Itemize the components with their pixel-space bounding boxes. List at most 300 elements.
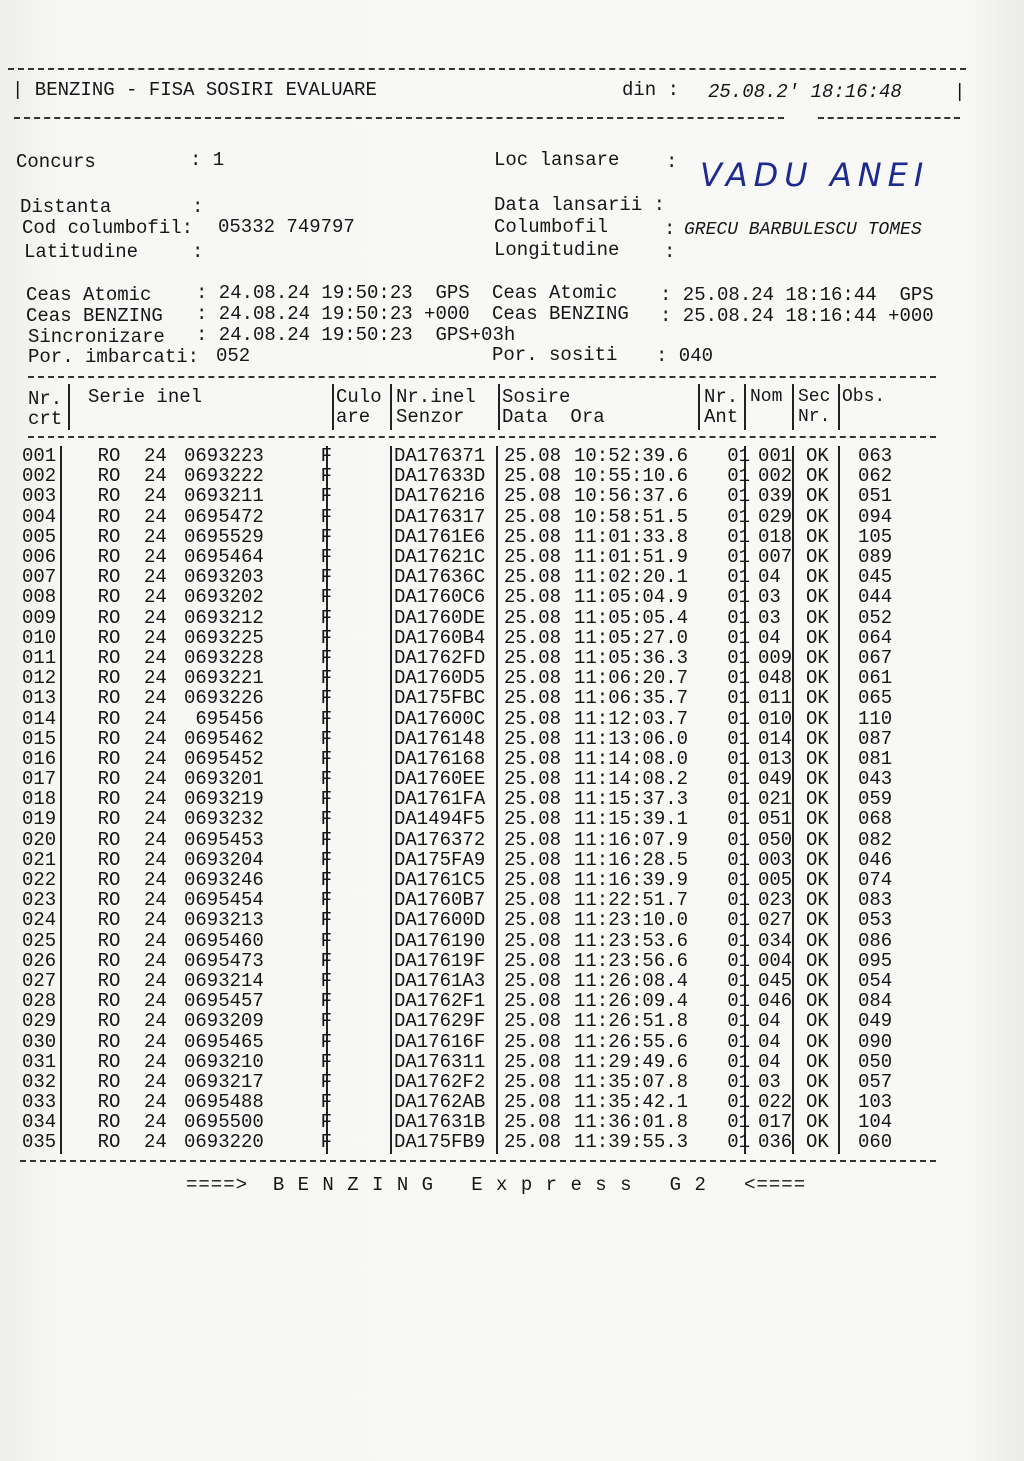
cell-year: 24 [144, 1050, 167, 1073]
cell-obs: 049 [858, 1010, 893, 1033]
cell-nr-crt: 033 [22, 1091, 57, 1114]
cell-sex: F [320, 909, 332, 932]
cell-year: 24 [144, 646, 167, 669]
cell-arrival-time: 11:05:05.4 [574, 606, 689, 629]
cell-year: 24 [144, 1010, 167, 1033]
cell-sex: F [320, 1010, 332, 1033]
cell-color [336, 1052, 390, 1072]
col-sep [698, 384, 700, 430]
cell-year: 24 [144, 586, 167, 609]
cell-security: OK [806, 667, 829, 690]
longitudine-label: Longitudine [494, 239, 620, 261]
cell-nom: 021 [758, 788, 793, 811]
cell-security: OK [806, 546, 829, 569]
cell-sex: F [320, 1091, 332, 1114]
cell-arrival-time: 11:16:07.9 [574, 828, 689, 851]
cell-country: RO [97, 707, 121, 730]
cell-antenna: 01 [727, 848, 750, 871]
cell-ring-number: 0695488 [184, 1091, 264, 1114]
cell-country: RO [97, 1030, 121, 1053]
cell-country: RO [97, 1050, 121, 1073]
cell-nr-crt: 002 [22, 465, 57, 488]
cell-obs: 081 [858, 747, 893, 770]
cell-arrival-time: 10:58:51.5 [574, 505, 689, 528]
cell-ring-number: 0693225 [184, 626, 264, 649]
table-row [22, 729, 918, 749]
col-sep [68, 384, 70, 430]
cell-chip-id: DA1762FD [394, 646, 486, 669]
cell-year: 24 [144, 1030, 167, 1053]
cell-arrival-date: 25.08 [504, 889, 562, 912]
cell-sex: F [320, 949, 332, 972]
cell-obs: 074 [858, 869, 893, 892]
cell-nr-crt: 025 [22, 929, 57, 952]
cell-arrival-date: 25.08 [504, 969, 562, 992]
cell-obs: 061 [858, 667, 893, 690]
cell-nr-crt: 018 [22, 788, 57, 811]
cell-chip-id: DA175FA9 [394, 848, 486, 871]
cell-country: RO [97, 646, 121, 669]
cell-security: OK [806, 969, 829, 992]
cell-year: 24 [144, 869, 167, 892]
cell-chip-id: DA17600C [394, 707, 486, 730]
cell-year: 24 [144, 990, 167, 1013]
cell-ring-number: 0693246 [184, 869, 264, 892]
por-imbarcati-value: 052 [216, 345, 251, 367]
cell-arrival-date: 25.08 [504, 1030, 562, 1053]
cell-security: OK [806, 808, 829, 831]
col-nr-line1: Nr. [28, 388, 63, 410]
cell-nom: 023 [758, 889, 793, 912]
cell-nr-crt: 035 [22, 1131, 57, 1154]
cell-sex: F [320, 1131, 332, 1154]
ceas-atomic-label: Ceas Atomic [26, 284, 152, 306]
cell-arrival-time: 10:55:10.6 [574, 465, 689, 488]
cell-obs: 083 [858, 889, 893, 912]
cell-antenna: 01 [727, 768, 750, 791]
cell-arrival-time: 10:52:39.6 [574, 445, 689, 468]
col-sec-line2: Nr. [798, 407, 831, 427]
cell-sex: F [320, 626, 332, 649]
column-header-bottom-rule [28, 436, 936, 438]
cell-country: RO [97, 525, 121, 548]
cell-antenna: 01 [727, 909, 750, 932]
cell-color [336, 648, 390, 668]
cell-color [336, 971, 390, 991]
cell-color [336, 729, 390, 749]
cell-obs: 054 [858, 969, 893, 992]
cell-antenna: 01 [727, 687, 750, 710]
sincronizare-value: : 24.08.24 19:50:23 GPS+03h [196, 324, 516, 346]
cell-arrival-time: 11:16:28.5 [574, 848, 689, 871]
cell-chip-id: DA176371 [394, 445, 486, 468]
cell-arrival-date: 25.08 [504, 1131, 562, 1154]
cell-color [336, 466, 390, 486]
cell-color [336, 608, 390, 628]
cell-nr-crt: 011 [22, 646, 57, 669]
cell-sex: F [320, 828, 332, 851]
cell-nr-crt: 028 [22, 990, 57, 1013]
cell-ring-number: 0693221 [184, 667, 264, 690]
cell-security: OK [806, 1111, 829, 1134]
table-row [22, 567, 918, 587]
cell-nr-crt: 019 [22, 808, 57, 831]
cell-antenna: 01 [727, 1091, 750, 1114]
cell-obs: 095 [858, 949, 893, 972]
cell-nr-crt: 021 [22, 848, 57, 871]
cell-arrival-time: 11:23:10.0 [574, 909, 689, 932]
cell-arrival-date: 25.08 [504, 808, 562, 831]
cell-nr-crt: 030 [22, 1030, 57, 1053]
cell-chip-id: DA175FBC [394, 687, 486, 710]
cell-year: 24 [144, 1131, 167, 1154]
cell-nom: 034 [758, 929, 793, 952]
cell-arrival-time: 11:23:56.6 [574, 949, 689, 972]
cell-arrival-date: 25.08 [504, 606, 562, 629]
cell-arrival-time: 11:12:03.7 [574, 707, 689, 730]
cell-color [336, 1072, 390, 1092]
table-row [22, 486, 918, 506]
cell-antenna: 01 [727, 465, 750, 488]
cell-arrival-time: 11:23:53.6 [574, 929, 689, 952]
cell-arrival-time: 11:01:51.9 [574, 546, 689, 569]
cell-sex: F [320, 727, 332, 750]
cell-chip-id: DA176168 [394, 747, 486, 770]
arrivals-table-body [22, 446, 918, 1153]
cell-arrival-date: 25.08 [504, 445, 562, 468]
cell-sex: F [320, 768, 332, 791]
cell-year: 24 [144, 465, 167, 488]
cell-country: RO [97, 485, 121, 508]
cell-arrival-date: 25.08 [504, 566, 562, 589]
cell-chip-id: DA176216 [394, 485, 486, 508]
ceas-benzing-value: : 24.08.24 19:50:23 +000 [196, 303, 470, 325]
cell-ring-number: 0693213 [184, 909, 264, 932]
cell-antenna: 01 [727, 747, 750, 770]
cell-color [336, 809, 390, 829]
cell-security: OK [806, 646, 829, 669]
cell-nr-crt: 026 [22, 949, 57, 972]
col-culoare-line2: are [336, 406, 371, 428]
cell-color [336, 708, 390, 728]
cell-obs: 044 [858, 586, 893, 609]
cell-country: RO [97, 566, 121, 589]
cell-antenna: 01 [727, 1070, 750, 1093]
cell-antenna: 01 [727, 1111, 750, 1134]
cell-antenna: 01 [727, 990, 750, 1013]
cell-sex: F [320, 687, 332, 710]
cell-chip-id: DA175FB9 [394, 1131, 486, 1154]
cell-ring-number: 0693214 [184, 969, 264, 992]
table-row [22, 1052, 918, 1072]
cell-chip-id: DA17636C [394, 566, 486, 589]
cell-chip-id: DA176311 [394, 1050, 486, 1073]
table-row [22, 1011, 918, 1031]
cell-chip-id: DA17629F [394, 1010, 486, 1033]
cell-nr-crt: 027 [22, 969, 57, 992]
cell-nom: 009 [758, 646, 793, 669]
concurs-value: : 1 [190, 149, 225, 171]
cell-security: OK [806, 485, 829, 508]
cell-nom: 045 [758, 969, 793, 992]
longitudine-sep: : [664, 241, 676, 263]
cell-nom: 04 [758, 1030, 781, 1053]
cell-chip-id: DA176148 [394, 727, 486, 750]
cell-security: OK [806, 747, 829, 770]
cell-arrival-date: 25.08 [504, 687, 562, 710]
cell-ring-number: 0695454 [184, 889, 264, 912]
cell-nom: 001 [758, 445, 793, 468]
cell-sex: F [320, 606, 332, 629]
cell-security: OK [806, 525, 829, 548]
cell-color [336, 931, 390, 951]
cell-obs: 084 [858, 990, 893, 1013]
cell-country: RO [97, 848, 121, 871]
table-bottom-rule [20, 1160, 936, 1162]
col-nrinel-line1: Nr.inel [396, 386, 476, 408]
cell-antenna: 01 [727, 646, 750, 669]
cell-country: RO [97, 465, 121, 488]
cell-antenna: 01 [727, 1050, 750, 1073]
cell-nom: 051 [758, 808, 793, 831]
cell-country: RO [97, 1070, 121, 1093]
cell-color [336, 830, 390, 850]
cell-security: OK [806, 606, 829, 629]
cell-country: RO [97, 727, 121, 750]
cell-obs: 064 [858, 626, 893, 649]
cell-country: RO [97, 687, 121, 710]
cell-color [336, 1031, 390, 1051]
cell-nr-crt: 007 [22, 566, 57, 589]
cell-year: 24 [144, 808, 167, 831]
cell-nr-crt: 024 [22, 909, 57, 932]
cell-security: OK [806, 1030, 829, 1053]
cell-arrival-time: 11:36:01.8 [574, 1111, 689, 1134]
cell-color [336, 1132, 390, 1152]
cell-country: RO [97, 788, 121, 811]
cell-year: 24 [144, 848, 167, 871]
cell-country: RO [97, 445, 121, 468]
cell-security: OK [806, 990, 829, 1013]
cell-nom: 011 [758, 687, 793, 710]
cell-nr-crt: 022 [22, 869, 57, 892]
cell-ring-number: 695456 [184, 707, 264, 730]
por-imbarcati-label: Por. imbarcati: [28, 346, 200, 368]
cell-color [336, 870, 390, 890]
cell-sex: F [320, 929, 332, 952]
cell-arrival-date: 25.08 [504, 869, 562, 892]
col-ant-line1: Nr. [704, 386, 739, 408]
cell-obs: 105 [858, 525, 893, 548]
table-row [22, 628, 918, 648]
cell-sex: F [320, 990, 332, 1013]
ceas-benzing-2-value: : 25.08.24 18:16:44 +000 [660, 305, 934, 327]
cell-obs: 057 [858, 1070, 893, 1093]
col-sosire-line2: Data Ora [502, 406, 605, 428]
cell-nr-crt: 001 [22, 445, 57, 468]
cell-color [336, 486, 390, 506]
cell-chip-id: DA1760EE [394, 768, 486, 791]
cell-obs: 050 [858, 1050, 893, 1073]
cod-columbofil-label: Cod columbofil: [22, 217, 194, 239]
cell-ring-number: 0695453 [184, 828, 264, 851]
cell-security: OK [806, 1050, 829, 1073]
cell-nr-crt: 014 [22, 707, 57, 730]
cell-arrival-time: 11:15:37.3 [574, 788, 689, 811]
col-sep [498, 384, 500, 430]
cell-year: 24 [144, 727, 167, 750]
cell-year: 24 [144, 525, 167, 548]
cell-country: RO [97, 909, 121, 932]
cell-country: RO [97, 586, 121, 609]
table-row [22, 507, 918, 527]
cell-nom: 002 [758, 465, 793, 488]
cell-ring-number: 0693223 [184, 445, 264, 468]
cell-obs: 086 [858, 929, 893, 952]
cell-year: 24 [144, 747, 167, 770]
cell-arrival-date: 25.08 [504, 667, 562, 690]
table-row [22, 809, 918, 829]
cell-color [336, 1092, 390, 1112]
cell-security: OK [806, 626, 829, 649]
cell-arrival-time: 11:39:55.3 [574, 1131, 689, 1154]
cell-chip-id: DA17633D [394, 465, 486, 488]
cell-nom: 04 [758, 626, 781, 649]
cell-country: RO [97, 606, 121, 629]
cell-nom: 005 [758, 869, 793, 892]
cell-arrival-time: 11:16:39.9 [574, 869, 689, 892]
cell-country: RO [97, 990, 121, 1013]
cell-arrival-date: 25.08 [504, 828, 562, 851]
ceas-atomic-2-value: : 25.08.24 18:16:44 GPS [660, 284, 934, 306]
cell-sex: F [320, 788, 332, 811]
cell-sex: F [320, 546, 332, 569]
cell-antenna: 01 [727, 566, 750, 589]
cell-sex: F [320, 445, 332, 468]
cell-year: 24 [144, 949, 167, 972]
cell-arrival-date: 25.08 [504, 768, 562, 791]
cell-obs: 094 [858, 505, 893, 528]
cell-country: RO [97, 626, 121, 649]
cell-chip-id: DA1761FA [394, 788, 486, 811]
table-row [22, 991, 918, 1011]
cell-ring-number: 0693209 [184, 1010, 264, 1033]
col-nrinel-line2: Senzor [396, 406, 465, 428]
cell-arrival-time: 11:02:20.1 [574, 566, 689, 589]
cell-nr-crt: 006 [22, 546, 57, 569]
cell-arrival-time: 11:35:07.8 [574, 1070, 689, 1093]
cell-nom: 048 [758, 667, 793, 690]
cell-chip-id: DA17621C [394, 546, 486, 569]
cell-nr-crt: 003 [22, 485, 57, 508]
cell-nr-crt: 016 [22, 747, 57, 770]
cell-nom: 018 [758, 525, 793, 548]
arrivals-table [22, 446, 918, 1153]
cell-nom: 017 [758, 1111, 793, 1134]
cell-ring-number: 0693217 [184, 1070, 264, 1093]
cell-antenna: 01 [727, 1131, 750, 1154]
cell-color [336, 951, 390, 971]
cell-ring-number: 0693202 [184, 586, 264, 609]
cell-chip-id: DA176190 [394, 929, 486, 952]
cell-country: RO [97, 747, 121, 770]
cell-color [336, 668, 390, 688]
cell-chip-id: DA17619F [394, 949, 486, 972]
cell-color [336, 688, 390, 708]
cell-antenna: 01 [727, 1010, 750, 1033]
ceas-benzing-2-label: Ceas BENZING [492, 303, 629, 325]
cell-arrival-time: 11:01:33.8 [574, 525, 689, 548]
header-bottom-rule [14, 117, 784, 119]
cell-nr-crt: 029 [22, 1010, 57, 1033]
table-row [22, 749, 918, 769]
cell-country: RO [97, 869, 121, 892]
cell-ring-number: 0695500 [184, 1111, 264, 1134]
cell-security: OK [806, 1131, 829, 1154]
document-title: | BENZING - FISA SOSIRI EVALUARE [12, 79, 377, 101]
cell-nom: 04 [758, 1050, 781, 1073]
cell-security: OK [806, 848, 829, 871]
table-row [22, 547, 918, 567]
cell-arrival-date: 25.08 [504, 646, 562, 669]
cell-ring-number: 0695472 [184, 505, 264, 528]
cell-antenna: 01 [727, 808, 750, 831]
cell-sex: F [320, 969, 332, 992]
column-header-top-rule [28, 376, 936, 378]
cell-antenna: 01 [727, 525, 750, 548]
cell-nom: 04 [758, 1010, 781, 1033]
cell-arrival-date: 25.08 [504, 586, 562, 609]
cell-year: 24 [144, 505, 167, 528]
concurs-label: Concurs [16, 151, 96, 173]
cell-nom: 007 [758, 546, 793, 569]
por-sositi-value: : 040 [656, 345, 714, 367]
cell-country: RO [97, 889, 121, 912]
cell-sex: F [320, 1050, 332, 1073]
cell-chip-id: DA1762F2 [394, 1070, 486, 1093]
cell-obs: 046 [858, 848, 893, 871]
cell-ring-number: 0693228 [184, 646, 264, 669]
cell-sex: F [320, 848, 332, 871]
table-row [22, 527, 918, 547]
cell-security: OK [806, 1070, 829, 1093]
table-row [22, 648, 918, 668]
cell-year: 24 [144, 606, 167, 629]
cell-nom: 013 [758, 747, 793, 770]
cell-country: RO [97, 768, 121, 791]
cell-nom: 036 [758, 1131, 793, 1154]
cell-obs: 063 [858, 445, 893, 468]
cell-security: OK [806, 929, 829, 952]
cell-nom: 022 [758, 1091, 793, 1114]
cell-sex: F [320, 1111, 332, 1134]
cell-chip-id: DA1494F5 [394, 808, 486, 831]
cell-arrival-time: 11:06:35.7 [574, 687, 689, 710]
cell-nr-crt: 004 [22, 505, 57, 528]
col-sep [792, 384, 794, 430]
cell-chip-id: DA1760D5 [394, 667, 486, 690]
cell-nom: 003 [758, 848, 793, 871]
cell-antenna: 01 [727, 626, 750, 649]
col-culoare-line1: Culo [336, 386, 382, 408]
cell-arrival-date: 25.08 [504, 727, 562, 750]
col-nom: Nom [750, 387, 783, 407]
cell-arrival-time: 11:13:06.0 [574, 727, 689, 750]
cell-ring-number: 0695473 [184, 949, 264, 972]
cell-nr-crt: 017 [22, 768, 57, 791]
cell-obs: 089 [858, 546, 893, 569]
cell-year: 24 [144, 969, 167, 992]
